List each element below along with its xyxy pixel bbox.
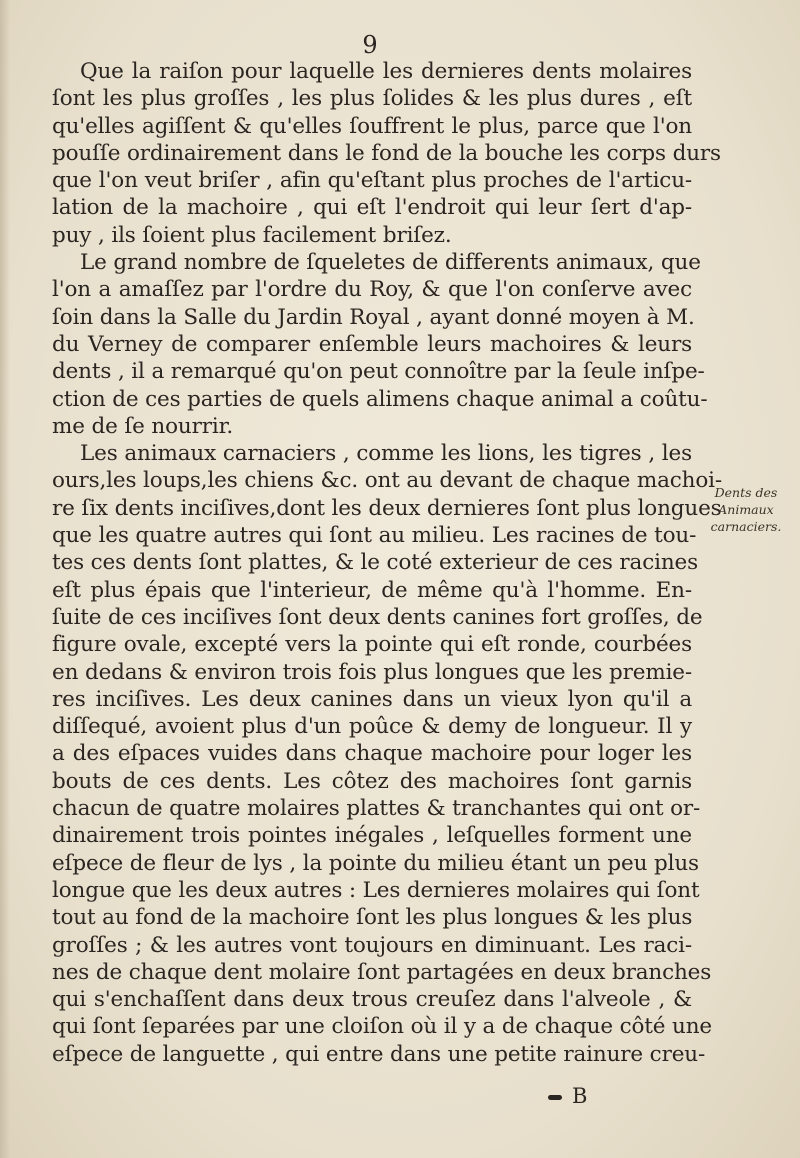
paragraph: [52, 58, 721, 249]
text-line: Le grand nombre de ſqueletes de differents animaux, que: [80, 250, 701, 276]
margin-note-line: carnaciers.: [710, 519, 782, 534]
text-line: ſont les plus groſſes , les plus ſolides & les plus dures , eſt: [52, 86, 692, 112]
text-line: ſuite de ces inciſives ſont deux dents canines fort groſſes, de: [52, 604, 703, 630]
margin-note-line: Dents des: [714, 485, 778, 500]
text-line: chacun de quatre molaires plattes & tranchantes qui ont or-: [52, 796, 701, 822]
text-line: que les quatre autres qui ſont au milieu. Les racines de tou-: [52, 523, 697, 549]
text-line: qui s'enchaſſent dans deux trous creuſez dans l'alveole , &: [52, 987, 692, 1013]
text-line: qu'elles agiſſent & qu'elles ſouffrent le plus, parce que l'on: [52, 113, 692, 139]
text-line: a des eſpaces vuides dans chaque machoire pour loger les: [52, 741, 692, 767]
text-line: nes de chaque dent molaire ſont partagées en deux branches: [52, 959, 712, 985]
signature-mark: [548, 1082, 587, 1110]
paragraph: [52, 440, 722, 1068]
text-line: dinairement trois pointes inégales , leſquelles forment une: [52, 823, 692, 849]
page-edge-shadow: [0, 0, 10, 1158]
text-line: Que la raiſon pour laquelle les dernieres dents molaires: [80, 59, 692, 84]
text-line: lation de la machoire , qui eſt l'endroit qui leur ſert d'ap-: [52, 195, 692, 221]
text-line: que l'on veut briſer , afin qu'eſtant plus proches de l'articu-: [52, 168, 692, 194]
text-line: pouſſe ordinairement dans le fond de la bouche les corps durs: [52, 140, 721, 166]
paragraph: [52, 249, 708, 440]
page-number: 9: [362, 31, 378, 59]
text-line: ſoin dans la Salle du Jardin Royal , ayant donné moyen à M.: [52, 304, 695, 330]
signature-letter: B: [572, 1084, 588, 1108]
margin-note: [700, 484, 792, 535]
catchword-dash-icon: [548, 1095, 562, 1100]
text-line: diſſequé, avoient plus d'un poûce & demy de longueur. Il y: [52, 714, 692, 740]
text-line: ction de ces parties de quels alimens chaque animal a coûtu-: [52, 386, 708, 412]
text-line: du Verney de comparer enſemble leurs machoires & leurs: [52, 331, 692, 357]
text-line: tout au fond de la machoire ſont les plus longues & les plus: [52, 905, 693, 931]
text-line: ours,les loups,les chiens &c. ont au devant de chaque machoi-: [52, 468, 722, 494]
text-line: dents , il a remarqué qu'on peut connoître par la ſeule inſpe-: [52, 359, 705, 385]
text-line: tes ces dents ſont plattes, & le coté exterieur de ces racines: [52, 550, 698, 576]
text-line: figure ovale, excepté vers la pointe qui eſt ronde, courbées: [52, 632, 692, 658]
text-line: eſpece de fleur de lys , la pointe du milieu étant un peu plus: [52, 850, 699, 876]
text-line: eſpece de languette , qui entre dans une petite rainure creu-: [52, 1041, 706, 1067]
text-line: l'on a amaſſez par l'ordre du Roy, & que l'on conſerve avec: [52, 277, 692, 303]
text-line: bouts de ces dents. Les côtez des machoires ſont garnis: [52, 768, 692, 794]
body-text: [52, 58, 722, 1068]
margin-note-line: Animaux: [718, 502, 774, 517]
text-line: puy , ils ſoient plus facilement briſez.: [52, 222, 452, 248]
text-line: en dedans & environ trois fois plus longues que les premie-: [52, 659, 692, 685]
text-line: res inciſives. Les deux canines dans un vieux lyon qu'il a: [52, 686, 692, 712]
text-line: qui ſont ſeparées par une cloiſon où il y a de chaque côté une: [52, 1014, 713, 1040]
text-line: groſſes ; & les autres vont toujours en diminuant. Les raci-: [52, 932, 692, 958]
text-line: me de ſe nourrir.: [52, 413, 234, 439]
text-line: eſt plus épais que l'interieur, de même qu'à l'homme. En-: [52, 577, 692, 603]
text-line: longue que les deux autres : Les dernieres molaires qui ſont: [52, 877, 700, 903]
text-line: re ſix dents inciſives,dont les deux dernieres ſont plus longues: [52, 495, 722, 521]
text-line: Les animaux carnaciers , comme les lions, les tigres , les: [80, 441, 692, 467]
